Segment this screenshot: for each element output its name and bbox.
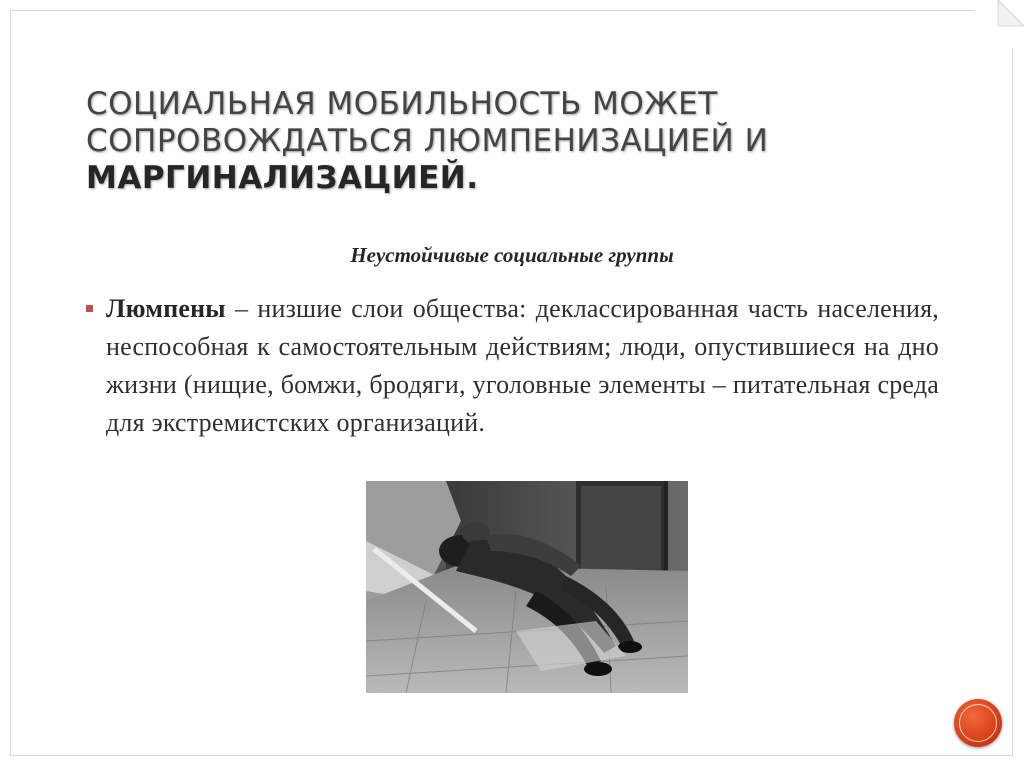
photo-illustration xyxy=(366,481,688,693)
next-slide-button[interactable] xyxy=(954,699,1002,747)
corner-fold-decoration xyxy=(964,0,1024,60)
bullet-term: Люмпены xyxy=(106,294,226,323)
photo-homeless-man-sleeping xyxy=(366,481,688,693)
bullet-text: – низшие слои общества: деклассированная часть населения, неспособная к самостоятельным действиям; люди, опустившиеся на дно жизни (нищие, бомжи, бродяги, уголовные элементы – питательная среда для экстремистских организаций. xyxy=(106,294,939,437)
bullet-item-lumpen xyxy=(86,290,939,442)
title-line-3: МАРГИНАЛИЗАЦИЕЙ. xyxy=(86,160,479,196)
slide-title xyxy=(86,86,806,197)
bullet-square-icon xyxy=(86,305,93,312)
bullet-list xyxy=(86,290,939,442)
title-line-2: СОПРОВОЖДАТЬСЯ ЛЮМПЕНИЗАЦИЕЙ И xyxy=(86,123,769,159)
title-line-1: СОЦИАЛЬНАЯ МОБИЛЬНОСТЬ МОЖЕТ xyxy=(86,86,718,122)
slide-subtitle: Неустойчивые социальные группы xyxy=(350,243,674,267)
